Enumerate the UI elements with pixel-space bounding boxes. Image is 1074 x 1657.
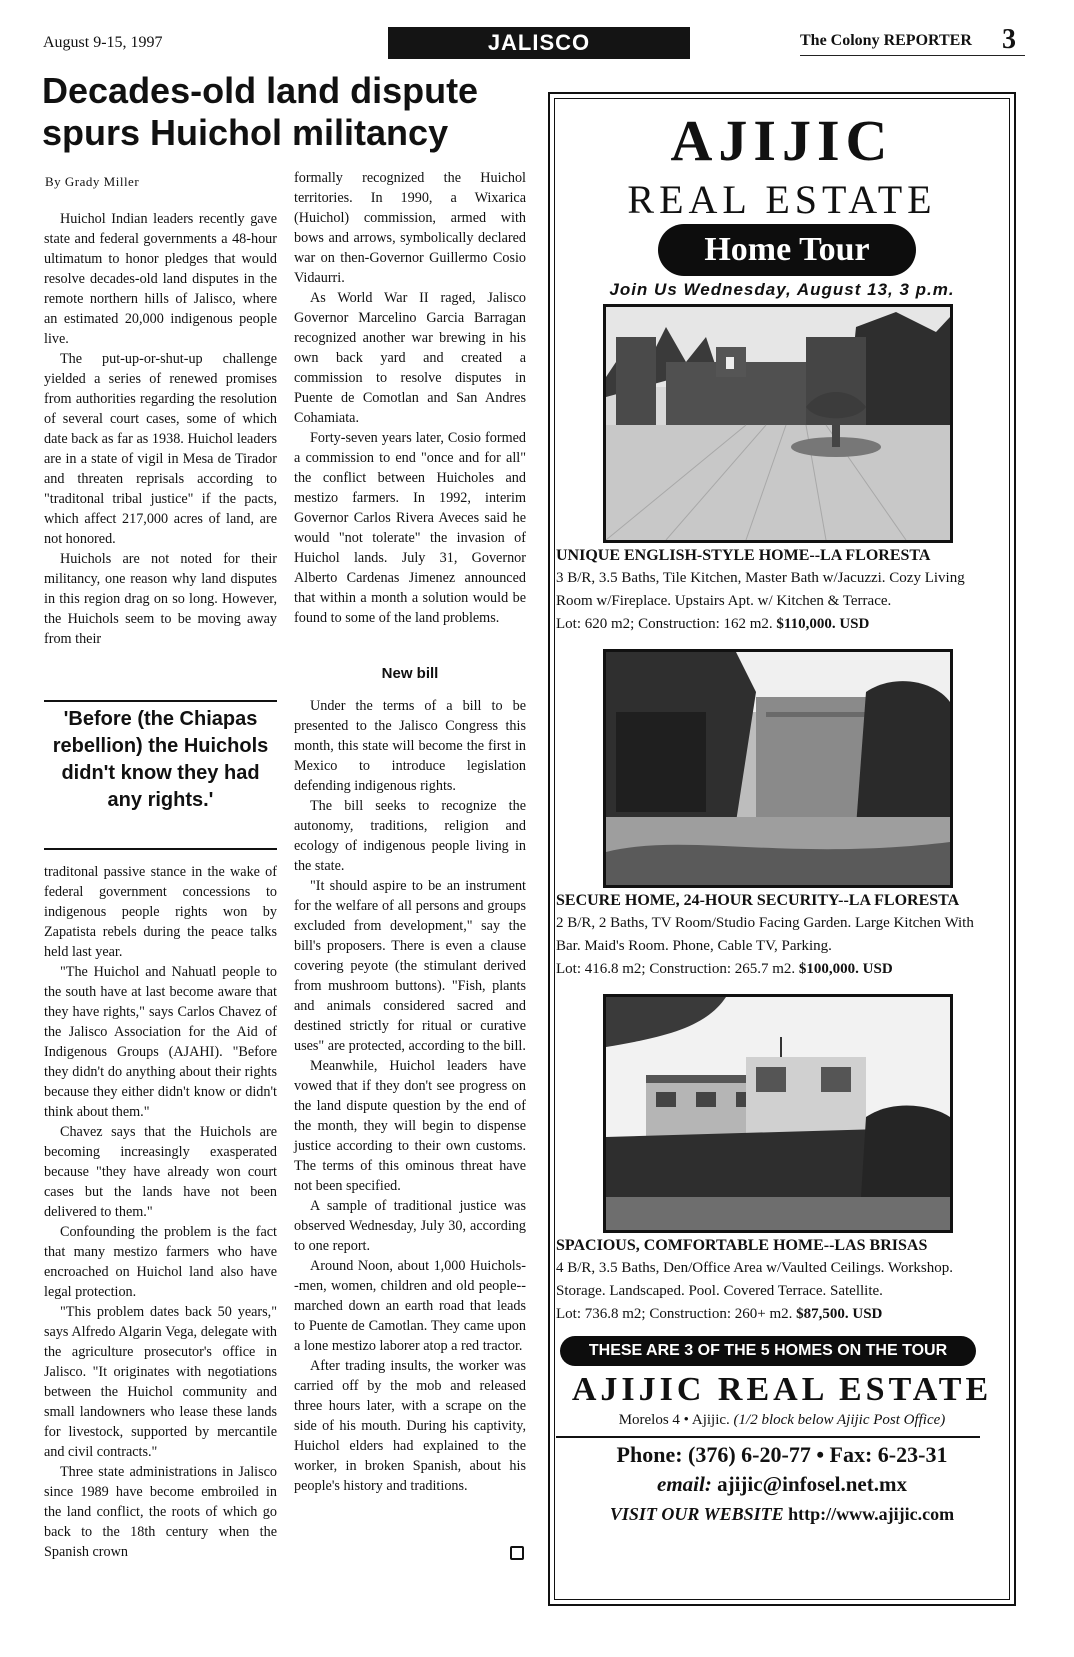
paragraph: "It should aspire to be an instrument for the welfare of all persons and groups excluded from development," say the bill's proposers. There is even a clause covering peyote (the stimulant derived from mushroom buttons). "Fish, plants and animals considered sacred and destined strictly for ritual or curative uses" are protected, according to the bill. — [294, 878, 526, 1054]
article-headline: Decades-old land dispute spurs Huichol militancy — [42, 70, 479, 153]
home-tour-badge: Home Tour — [658, 224, 916, 276]
website-label: VISIT OUR WEBSITE — [609, 1504, 784, 1524]
pullquote-rule-top — [44, 700, 277, 702]
listing-lot — [556, 1303, 980, 1326]
paragraph: "The Huichol and Nahuatl people to the south have at last become aware that they have rights," says Carlos Chavez of the Jalisco Association for the Aid of Indigenous Groups (AJAHI). "Before they didn't do anything about their rights because they either didn't know or didn't think about them." — [44, 964, 277, 1120]
paragraph: Chavez says that the Huichols are becoming increasingly exasperated because "they have already won court cases but the lands have not been delivered to them." — [44, 1124, 277, 1220]
issue-date: August 9-15, 1997 — [43, 34, 163, 51]
listing-lot — [556, 958, 980, 981]
email-address[interactable]: ajijic@infosel.net.mx — [717, 1472, 907, 1496]
real-estate-advertisement — [548, 92, 1016, 1606]
listing-description: 2 B/R, 2 Baths, TV Room/Studio Facing Garden. Large Kitchen With Bar. Maid's Room. Phone, Cable TV, Parking. — [556, 915, 974, 954]
tour-date: Join Us Wednesday, August 13, 3 p.m. — [609, 280, 955, 299]
newspaper-name: The Colony REPORTER — [800, 32, 972, 49]
house-photo-1-image — [606, 307, 950, 540]
paragraph: Huichol Indian leaders recently gave state and federal governments a 48-hour ultimatum to honor pledges that would resolve decades-old land disputes in the remote northern hills of Jalisco, where an estimated 20,000 indigenous people live. — [44, 211, 277, 347]
email-line — [550, 1472, 1014, 1497]
subheading: New bill — [381, 665, 439, 682]
byline: By Grady Miller — [45, 174, 140, 189]
paragraph: As World War II raged, Jalisco Governor Marcelino Garcia Barragan recognized another war brewing in his own back yard and created a commission to resolve disputes in Puente de Comotlan and San Andres Cohamiata. — [294, 290, 526, 426]
listing-title: SECURE HOME, 24-HOUR SECURITY--LA FLORESTA — [556, 892, 960, 909]
listing-lot-size: Lot: 620 m2; Construction: 162 m2. — [556, 616, 773, 632]
paragraph: Confounding the problem is the fact that many mestizo farmers who have encroached on Huichol land also have legal protection. — [44, 1224, 277, 1300]
pull-quote: 'Before (the Chiapas rebellion) the Huichols didn't know they had any rights.' — [52, 708, 269, 811]
address-note: (1/2 block below Ajijic Post Office) — [733, 1412, 946, 1428]
website-line — [550, 1504, 1014, 1525]
paragraph: Meanwhile, Huichol leaders have vowed that if they don't see progress on the land dispute question by the end of the month, they will begin to dispense justice according to their own customs. The terms of this ominous threat have not been specified. — [294, 1058, 526, 1194]
listing-title: UNIQUE ENGLISH-STYLE HOME--LA FLORESTA — [556, 547, 931, 564]
tour-banner: THESE ARE 3 OF THE 5 HOMES ON THE TOUR — [560, 1336, 976, 1366]
pullquote-rule-bottom — [44, 848, 277, 850]
paragraph: The put-up-or-shut-up challenge yielded a series of renewed promises from authorities regarding the resolution of several court cases, some of which date back as far as 1938. Huichol leaders are in a state of vigil in Mesa de Tirador and threaten reprisals according to "traditonal tribal justice" if the pacts, which affect 217,000 acres of land, are not honored. — [44, 351, 277, 547]
ad-logo-real-estate: REAL ESTATE — [627, 177, 937, 222]
listing-1 — [556, 544, 980, 636]
listing-lot-size: Lot: 736.8 m2; Construction: 260+ m2. — [556, 1306, 793, 1322]
paragraph: The bill seeks to recognize the autonomy, traditions, religion and ecology of indigenous people living in the state. — [294, 798, 526, 874]
paragraph: Under the terms of a bill to be presented to the Jalisco Congress this month, this state will become the first in Mexico to introduce legislation defending indigenous rights. — [294, 698, 526, 794]
ad-address — [550, 1412, 1014, 1429]
header-rule — [800, 55, 1025, 56]
paragraph: Huichols are not noted for their militancy, one reason why land disputes in this region drag on so long. However, the Huichols seem to be moving away from their — [44, 551, 277, 647]
paragraph: Three state administrations in Jalisco since 1989 have become embroiled in the land conflict, the roots of which go back to the 18th century when the Spanish crown — [44, 1464, 277, 1560]
article-column-1-continued — [44, 862, 277, 1562]
listing-description: 4 B/R, 3.5 Baths, Den/Office Area w/Vaulted Ceilings. Workshop. Storage. Landscaped. Pool. Covered Terrace. Satellite. — [556, 1260, 953, 1299]
paragraph: "This problem dates back 50 years," says Alfredo Algarin Vega, delegate with the agriculture prosecutor's office in Jalisco. "It originates with negotiations between the Huichol community and small landowners who lease these lands for livestock, supported by mercantile and civil contracts." — [44, 1304, 277, 1460]
article-column-2-continued — [294, 696, 526, 1496]
listing-lot — [556, 613, 980, 636]
email-label: email: — [657, 1472, 712, 1496]
paragraph: formally recognized the Huichol territories. In 1990, a Wixarica (Huichol) commission, armed with bows and arrows, symbolically declared war on then-Governor Guillermo Cosio Vidaurri. — [294, 170, 526, 286]
paragraph: Around Noon, about 1,000 Huichols--men, women, children and old people--marched down an earth road that leads to Puente de Camotlan. They came upon a lone mestizo laborer atop a red tractor. — [294, 1258, 526, 1354]
phone-fax: Phone: (376) 6-20-77 • Fax: 6-23-31 — [616, 1442, 948, 1467]
listing-price: $100,000. USD — [798, 961, 893, 977]
house-photo-3 — [603, 994, 953, 1233]
ad-logo-ajijic: AJIJIC — [670, 108, 894, 173]
address-rule — [556, 1436, 980, 1438]
paragraph: traditonal passive stance in the wake of federal government concessions to indigenous people rights won by Zapatista rebels during the peace talks held last year. — [44, 864, 277, 960]
paragraph: After trading insults, the worker was carried off by the mob and released three hours later, with a scrape on the side of his mouth. During his captivity, Huichol elders had explained to the worker, in broken Spanish, about his people's history and traditions. — [294, 1358, 526, 1494]
house-photo-2 — [603, 649, 953, 888]
house-photo-2-image — [606, 652, 950, 885]
page-number: 3 — [1002, 24, 1016, 55]
ad-footer-logo: AJIJIC REAL ESTATE — [571, 1371, 993, 1408]
article-column-2 — [294, 168, 526, 628]
listing-price: $87,500. USD — [796, 1306, 883, 1322]
listing-2 — [556, 889, 980, 981]
paragraph: Forty-seven years later, Cosio formed a commission to end "once and for all" the conflict between Huicholes and mestizo farmers. In 1992, interim Governor Carlos Rivera Aveces said he would "not tolerate" the invasion of Huichol lands. July 31, Governor Alberto Cardenas Jimenez announced that within a month a solution would be found to some of the land problems. — [294, 430, 526, 626]
listing-lot-size: Lot: 416.8 m2; Construction: 265.7 m2. — [556, 961, 796, 977]
website-url[interactable]: http://www.ajijic.com — [788, 1504, 955, 1524]
address-text: Morelos 4 • Ajijic. — [618, 1412, 730, 1428]
end-of-story-mark — [510, 1546, 524, 1560]
house-photo-1 — [603, 304, 953, 543]
listing-description: 3 B/R, 3.5 Baths, Tile Kitchen, Master Bath w/Jacuzzi. Cozy Living Room w/Fireplace. Upstairs Apt. w/ Kitchen & Terrace. — [556, 570, 965, 609]
listing-title: SPACIOUS, COMFORTABLE HOME--LAS BRISAS — [556, 1237, 928, 1254]
listing-3 — [556, 1234, 980, 1326]
paragraph: A sample of traditional justice was observed Wednesday, July 30, according to one report. — [294, 1198, 526, 1254]
section-banner: JALISCO — [388, 27, 690, 59]
article-column-1 — [44, 209, 277, 649]
house-photo-3-image — [606, 997, 950, 1230]
listing-price: $110,000. USD — [776, 616, 870, 632]
